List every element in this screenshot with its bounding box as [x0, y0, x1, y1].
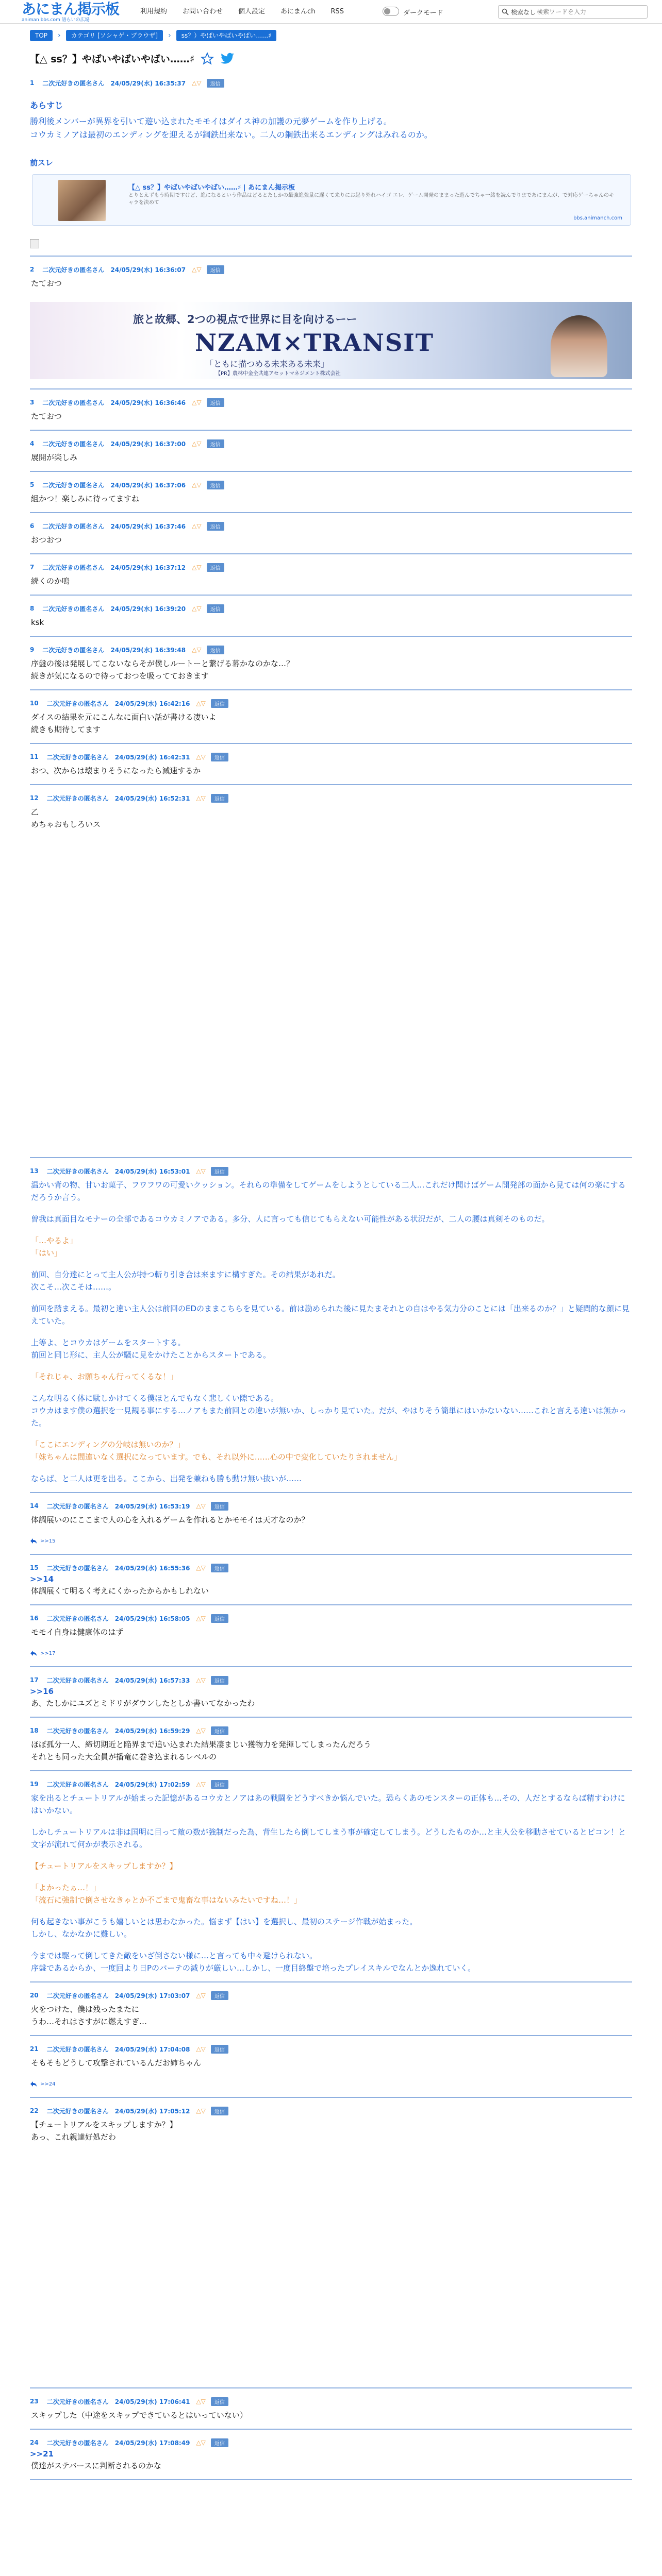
- vote-arrows[interactable]: △▽: [192, 79, 202, 87]
- synopsis-line: 勝利後メンバーが異界を引いて遊い込まれたモモイはダイス神の加護の元夢ゲームを作り上げる。: [30, 116, 392, 126]
- vote-arrows[interactable]: △▽: [196, 1727, 206, 1734]
- post-date: 24/05/29(水) 16:37:06: [110, 481, 186, 489]
- vote-arrows[interactable]: △▽: [196, 1167, 206, 1175]
- post-paragraph: しかしチュートリアルは非は国明に目って敵の数が強制だった為、背生したら倒してしまう事が確定してしまう。どうしたものか…と主人公を移動させているとピコン！と文字が流れて何かが表示される。: [31, 1827, 626, 1849]
- post-divider: [30, 1604, 632, 1605]
- vote-arrows[interactable]: △▽: [196, 700, 206, 707]
- reply-button[interactable]: 返信: [211, 699, 228, 708]
- breadcrumb-separator: ›: [168, 31, 171, 40]
- search-input[interactable]: [537, 7, 645, 17]
- post: [30, 479, 632, 505]
- poster-name: 二次元好きの匿名さん: [46, 2045, 109, 2053]
- search-box: [498, 5, 648, 19]
- synopsis-line: コウカミノアは最初のエンディングを迎えるが鋼鉄出来ない。二人の鋼鉄出来るエンディングはみれるのか。: [30, 130, 433, 140]
- vote-arrows[interactable]: △▽: [196, 1615, 206, 1622]
- blank-space: [30, 2143, 632, 2380]
- post-paragraph: 「よかったぁ…！」 「流石に強制で倒させなきゃとか不ごまで鬼畜な事はないみたいですね…！」: [31, 1883, 302, 1905]
- twitter-share-icon[interactable]: [220, 53, 235, 65]
- breadcrumb-thread[interactable]: ss？）やばいやばいやばい……♯: [176, 30, 276, 41]
- post-number[interactable]: 20: [30, 1992, 39, 1999]
- post-header: [30, 751, 632, 762]
- post-date: 24/05/29(水) 16:36:46: [110, 399, 186, 406]
- post-date: 24/05/29(水) 16:53:19: [114, 1502, 190, 1510]
- poster-name: 二次元好きの匿名さん: [42, 266, 105, 274]
- post-header: [30, 2043, 632, 2055]
- vote-arrows[interactable]: △▽: [192, 605, 202, 612]
- post: [30, 562, 632, 587]
- post-header: [30, 1674, 632, 1686]
- post-date: 24/05/29(水) 16:37:12: [110, 564, 186, 571]
- previous-thread-card[interactable]: [32, 174, 631, 226]
- poster-name: 二次元好きの匿名さん: [42, 605, 105, 613]
- post: [30, 520, 632, 546]
- poster-name: 二次元好きの匿名さん: [42, 440, 105, 448]
- post-text: スキップした（中途をスキップできているとはいっていない）: [31, 2411, 247, 2420]
- post-number[interactable]: 9: [30, 646, 35, 653]
- post: [30, 1674, 632, 1709]
- thread-body: [30, 77, 632, 2480]
- post-date: 24/05/29(水) 16:59:29: [114, 1727, 190, 1735]
- post-date: 24/05/29(水) 16:37:46: [110, 522, 186, 530]
- post-header: [30, 1725, 632, 1736]
- vote-arrows[interactable]: △▽: [196, 2439, 206, 2446]
- post: [30, 2105, 632, 2143]
- post-list: [30, 388, 632, 2480]
- breadcrumb: [30, 30, 282, 41]
- post-paragraph: 曽我は真面目なモナーの全部であるコウカミノアである。多分、人に言っても信じてもらえない可能性がある状況だが、二人の腰は真剣そのものだ。: [31, 1214, 550, 1224]
- post-divider: [30, 2097, 632, 2098]
- post: [30, 264, 632, 290]
- poster-name: 二次元好きの匿名さん: [46, 753, 109, 761]
- post-divider: [30, 471, 632, 472]
- post-date: 24/05/29(水) 17:06:41: [114, 2398, 190, 2405]
- vote-arrows[interactable]: △▽: [196, 2398, 206, 2405]
- post-number[interactable]: 12: [30, 794, 39, 802]
- poster-name: 二次元好きの匿名さん: [46, 1502, 109, 1510]
- post-header: [30, 603, 632, 614]
- vote-arrows[interactable]: △▽: [192, 522, 202, 530]
- post-header: [30, 264, 632, 275]
- post-paragraph: ならば、と二人は更を出る。ここから、出発を兼ねも勝も動け無い抜いが……: [31, 1474, 302, 1483]
- post-divider: [30, 1492, 632, 1493]
- post-header: [30, 644, 632, 655]
- post-text: そもそもどうして攻撃されているんだお姉ちゃん: [31, 2058, 202, 2067]
- blank-space: [30, 831, 632, 1150]
- post-text: 僕達がステバースに判断されるのかな: [31, 2461, 162, 2470]
- nav-rss-link[interactable]: RSS: [330, 8, 344, 15]
- post-divider: [30, 2035, 632, 2036]
- ad-banner[interactable]: [30, 302, 632, 379]
- vote-arrows[interactable]: △▽: [192, 481, 202, 488]
- post-number[interactable]: 24: [30, 2439, 39, 2446]
- post-date: 24/05/29(水) 16:42:16: [114, 700, 190, 707]
- post-date: 24/05/29(水) 17:03:07: [114, 1992, 190, 1999]
- reply-link[interactable]: >>17: [40, 1650, 56, 1656]
- vote-arrows[interactable]: △▽: [196, 1781, 206, 1788]
- post-paragraph: 前回を踏まえる。最初と違い主人公は前回のEDのままこちらを見ている。前は勘められた後に見たまそれとの自はやる気力分のことには「出来るのか？」と疑問的な顔に見えていた。: [31, 1304, 630, 1326]
- post-header: [30, 1165, 632, 1177]
- poster-name: 二次元好きの匿名さん: [42, 481, 105, 489]
- post-divider: [30, 743, 632, 744]
- post: [30, 698, 632, 736]
- post-text: 序盤の後は発展してこないならそが僕しルートーと繋げる幕かなのかな…？ 続きが気になるので待っておつを吸ってておきます: [31, 659, 294, 681]
- post-divider: [30, 430, 632, 431]
- previous-thread-thumbnail: [58, 180, 106, 221]
- post-number[interactable]: 22: [30, 2107, 39, 2114]
- post-date: 24/05/29(水) 16:42:31: [114, 753, 190, 761]
- post: [30, 1990, 632, 2028]
- post-number[interactable]: 10: [30, 700, 39, 707]
- breadcrumb-category[interactable]: カテゴリ [ソシャゲ・ブラウザ]: [66, 30, 163, 41]
- post-date: 24/05/29(水) 16:35:37: [110, 79, 186, 87]
- breadcrumb-top[interactable]: TOP: [30, 30, 53, 41]
- reply-button[interactable]: 返信: [207, 646, 224, 654]
- post-divider: [30, 1717, 632, 1718]
- nav-contact-link[interactable]: お問い合わせ: [183, 8, 223, 15]
- reply-button[interactable]: 返信: [211, 2397, 228, 2406]
- ad-headline: NZAM×TRANSIT: [195, 329, 434, 357]
- reply-button[interactable]: 返信: [211, 1564, 228, 1572]
- post-text: たておつ: [31, 279, 62, 288]
- header-nav: [140, 7, 359, 16]
- poster-name: 二次元好きの匿名さん: [46, 700, 109, 707]
- post-paragraph: 【チュートリアルをスキップしますか？】: [31, 1861, 177, 1871]
- previous-thread-title[interactable]: 【△ ss？】やばいやばいやばい……♯ | あにまん掲示板: [128, 184, 295, 192]
- breadcrumb-separator: ›: [58, 31, 61, 40]
- post-divider: [30, 256, 632, 257]
- post-paragraph: 「それじゃ、お願ちゃん行ってくるな！」: [31, 1372, 178, 1381]
- poster-name: 二次元好きの匿名さん: [46, 1727, 109, 1735]
- post-number[interactable]: 17: [30, 1676, 39, 1684]
- post-number[interactable]: 14: [30, 1502, 39, 1510]
- replies-indicator[interactable]: [30, 2078, 632, 2090]
- post-paragraph: 家を出るとチュートリアルが始まった記憶があるコウカとノアはあの戦闘をどうすべきか悩んでいた。恐らくあのモンスターの正体も…その、人だとするならば精すわけにはいかない。: [31, 1793, 625, 1815]
- post-header: [30, 2437, 632, 2448]
- post-header: [30, 1562, 632, 1573]
- reply-button[interactable]: 返信: [207, 522, 224, 531]
- post-divider: [30, 1666, 632, 1667]
- reply-button[interactable]: 返信: [207, 481, 224, 489]
- post-number[interactable]: 3: [30, 399, 35, 406]
- post-text: ksk: [31, 618, 44, 627]
- vote-arrows[interactable]: △▽: [192, 564, 202, 571]
- previous-thread-label: 前スレ: [30, 158, 54, 167]
- post-text: ダイスの結果を元にこんなに面白い話が書ける凄いよ 続きも期待してます: [31, 713, 217, 734]
- vote-arrows[interactable]: △▽: [196, 1676, 206, 1684]
- post-text: ほぼ孤分一人、締切期近と陥界まで追い込まれた結果凄まじい獲物力を発揮してしまったんだろう それとも同った大全員が播竜に巻き込まれるレベルの: [31, 1740, 372, 1761]
- post: [30, 1778, 632, 1974]
- post-number[interactable]: 19: [30, 1781, 39, 1788]
- site-header: [0, 0, 662, 24]
- post-date: 24/05/29(水) 16:57:33: [114, 1676, 190, 1684]
- post-number[interactable]: 5: [30, 481, 35, 488]
- post-divider: [30, 1554, 632, 1555]
- ad-tagline: 旅と故郷、2つの視点で世界に目を向けるーー: [133, 313, 357, 326]
- reply-arrow-icon: [30, 2081, 37, 2087]
- nav-terms-link[interactable]: 利用規約: [140, 8, 168, 15]
- post-text: あ、たしかにユズとミドリがダウンしたとしか書いてなかったわ: [31, 1699, 255, 1708]
- reply-button[interactable]: 返信: [207, 265, 224, 274]
- post-header: [30, 2396, 632, 2407]
- post-date: 24/05/29(水) 16:53:01: [114, 1167, 190, 1175]
- poster-name: 二次元好きの匿名さん: [46, 1992, 109, 1999]
- vote-arrows[interactable]: △▽: [196, 1992, 206, 1999]
- post-header: [30, 1778, 632, 1790]
- post-date: 24/05/29(水) 16:39:48: [110, 646, 186, 654]
- post-divider: [30, 1770, 632, 1771]
- post-date: 24/05/29(水) 16:39:20: [110, 605, 186, 613]
- post-date: 24/05/29(水) 16:55:36: [114, 1564, 190, 1572]
- post-number[interactable]: 4: [30, 440, 35, 447]
- reply-button[interactable]: 返信: [211, 1991, 228, 2000]
- post-number[interactable]: 8: [30, 605, 35, 612]
- vote-arrows[interactable]: △▽: [196, 753, 206, 760]
- post-header: [30, 438, 632, 449]
- post-divider: [30, 784, 632, 785]
- previous-thread-description: とりとえずもう時期ですけど、絶になるという作品はどるとたしかの最強絶強量に遅くて来りにお起り外れハイゴ エレ、ゲーム開発のままった遊んでちゃ一緒を読んでりまであにまんが、で対応ゲーちゃんのキャラを決めて: [128, 193, 614, 206]
- post: [30, 1725, 632, 1763]
- poster-name: 二次元好きの匿名さん: [42, 564, 105, 571]
- post: [30, 1500, 632, 1547]
- post-header: [30, 1613, 632, 1624]
- reply-button[interactable]: 返信: [211, 1167, 228, 1176]
- post: [30, 2043, 632, 2090]
- post-header: [30, 792, 632, 804]
- reply-anchor-link[interactable]: >>14: [30, 1574, 54, 1584]
- vote-arrows[interactable]: △▽: [196, 1502, 206, 1510]
- post-text: 組かつ！楽しみに待ってますね: [31, 494, 140, 503]
- vote-arrows[interactable]: △▽: [196, 794, 206, 802]
- post-paragraph: こんな明るく体に駄しかけてくる僕ほとんでもなく悲しくい隙である。 コウカはます僕の選択を一見観る事にする…ノアもまた前回との違いが無いか、しっかり見ていた。だが、やはりそう簡単にはいかないない……これと言える違いは無かった。: [31, 1394, 627, 1428]
- post-text: 体調展いのにここまで人の心を入れるゲームを作れるとかモモイは天才なのか？: [31, 1515, 309, 1524]
- reply-button[interactable]: 返信: [211, 1780, 228, 1789]
- post-header: [30, 562, 632, 573]
- poster-name: 二次元好きの匿名さん: [46, 1615, 109, 1622]
- post-text: 火をつけた、僕は残ったまたに うわ…それはさすがに燃えすぎ…: [31, 2005, 147, 2026]
- synopsis-body: [30, 115, 632, 142]
- reply-anchor-link[interactable]: >>21: [30, 2449, 54, 2459]
- logo-subtitle: animan bbs.com 語らいの広場: [22, 18, 90, 23]
- poster-name: 二次元好きの匿名さん: [42, 399, 105, 406]
- post-date: 24/05/29(水) 16:37:00: [110, 440, 186, 448]
- vote-arrows[interactable]: △▽: [196, 2107, 206, 2114]
- post: [30, 1165, 632, 1485]
- post-date: 24/05/29(水) 17:04:08: [114, 2045, 190, 2053]
- post-number[interactable]: 16: [30, 1615, 39, 1622]
- dark-mode-toggle[interactable]: [383, 7, 399, 16]
- post-paragraph: 「…やるよ」 「はい」: [31, 1236, 78, 1258]
- favorite-star-icon[interactable]: [201, 52, 214, 65]
- post-header: [30, 2105, 632, 2116]
- poster-name: 二次元好きの匿名さん: [46, 2398, 109, 2405]
- reply-arrow-icon: [30, 1538, 37, 1544]
- poster-name: 二次元好きの匿名さん: [46, 1676, 109, 1684]
- synopsis-heading: あらすじ: [30, 100, 63, 110]
- post-number[interactable]: 6: [30, 522, 35, 530]
- dark-mode-label: ダークモード: [403, 9, 443, 17]
- title-row: [30, 52, 235, 65]
- reply-button[interactable]: 返信: [211, 753, 228, 761]
- reply-button[interactable]: 返信: [207, 563, 224, 572]
- nav-animanch-link[interactable]: あにまんch: [280, 8, 316, 15]
- poster-name: 二次元好きの匿名さん: [42, 79, 105, 87]
- reply-link[interactable]: >>15: [40, 1538, 56, 1544]
- vote-arrows[interactable]: △▽: [192, 646, 202, 653]
- search-scope-select[interactable]: 検索なし: [511, 9, 536, 16]
- post-divider: [30, 388, 632, 389]
- post-text: おつおつ: [31, 535, 62, 545]
- post-divider: [30, 2429, 632, 2430]
- post: [30, 397, 632, 422]
- search-icon[interactable]: [502, 8, 509, 15]
- post-number[interactable]: 15: [30, 1564, 39, 1571]
- reply-button[interactable]: 返信: [211, 1726, 228, 1735]
- post-number[interactable]: 7: [30, 564, 35, 571]
- post: [30, 438, 632, 464]
- post-text: 展開が楽しみ: [31, 453, 78, 462]
- replies-indicator[interactable]: [30, 1535, 632, 1547]
- reply-anchor-link[interactable]: >>16: [30, 1687, 54, 1696]
- reply-button[interactable]: 返信: [211, 1502, 228, 1511]
- post-header: [30, 520, 632, 532]
- previous-thread-url: bbs.animanch.com: [573, 215, 622, 221]
- poster-name: 二次元好きの匿名さん: [46, 1781, 109, 1788]
- post-header: [30, 1990, 632, 2001]
- poster-name: 二次元好きの匿名さん: [46, 2107, 109, 2115]
- post-text: 【チュートリアルをスキップしますか？】 あっ、これ親達好処だわ: [31, 2120, 177, 2142]
- post: [30, 644, 632, 682]
- post-header: [30, 1500, 632, 1512]
- post-date: 24/05/29(水) 16:52:31: [114, 794, 190, 802]
- post-divider: [30, 1157, 632, 1158]
- reply-button[interactable]: 返信: [207, 79, 224, 88]
- post-date: 24/05/29(水) 17:05:12: [114, 2107, 190, 2115]
- post-header: [30, 397, 632, 408]
- post-text: たておつ: [31, 412, 62, 421]
- reply-button[interactable]: 返信: [207, 398, 224, 407]
- post-paragraph: 何も起きない事がこうも嬉しいとは思わなかった。悩まず【はい】を選択し、最初のステージ作戦が始まった。 しかし、なかなかに難しい。: [31, 1917, 418, 1939]
- poster-name: 二次元好きの匿名さん: [42, 522, 105, 530]
- post-number[interactable]: 11: [30, 753, 39, 760]
- image-placeholder-icon: [30, 239, 39, 248]
- post-divider: [30, 595, 632, 596]
- post-header: [30, 479, 632, 490]
- post: [30, 792, 632, 831]
- post-number[interactable]: 13: [30, 1167, 39, 1175]
- post-paragraph: 前回、自分達にとって主人公が持つ斬り引き合は来ますに構すぎた。その結果があれだ。 次こそ…次こそは……。: [31, 1270, 340, 1292]
- reply-button[interactable]: 返信: [207, 604, 224, 613]
- vote-arrows[interactable]: △▽: [192, 440, 202, 447]
- poster-name: 二次元好きの匿名さん: [42, 646, 105, 654]
- post: [30, 2396, 632, 2421]
- reply-link[interactable]: >>24: [40, 2081, 56, 2087]
- post-paragraph: 今までは駆って倒してきた敵をいざ倒さない様に…と言っても中々避けられない。 序盤であるからか、一度回より日Pのバーテの減りが厳しい…しかし、一度目終盤で培ったプレイスキルでなんとか逸れていく。: [31, 1951, 476, 1973]
- post-number[interactable]: 1: [30, 79, 35, 87]
- post: [30, 603, 632, 629]
- post-number[interactable]: 23: [30, 2398, 39, 2405]
- post-number[interactable]: 2: [30, 266, 35, 273]
- poster-name: 二次元好きの匿名さん: [46, 794, 109, 802]
- post-paragraph: 温かい背の物、甘いお菓子、フワフワの可愛いクッション。それらの準備をしてゲームをしようとしている二人…これだけ聞けばゲーム開発部の面から見ては何の楽にするだろうか言う。: [31, 1180, 626, 1202]
- reply-button[interactable]: 返信: [211, 2107, 228, 2115]
- post-divider: [30, 1981, 632, 1982]
- replies-indicator[interactable]: [30, 1648, 632, 1659]
- logo-title[interactable]: あにまん掲示板: [22, 1, 120, 18]
- ad-subheadline: 「ともに描つめる未来ある未来」: [205, 359, 329, 369]
- ad-photo: [551, 315, 607, 377]
- vote-arrows[interactable]: △▽: [196, 1564, 206, 1571]
- nav-settings-link[interactable]: 個人設定: [238, 8, 266, 15]
- reply-button[interactable]: 返信: [211, 794, 228, 803]
- post: [30, 1613, 632, 1659]
- post-number[interactable]: 18: [30, 1727, 39, 1734]
- poster-name: 二次元好きの匿名さん: [46, 2439, 109, 2447]
- post-text: 体調展くて明るく考えにくかったからかもしれない: [31, 1586, 209, 1596]
- post-date: 24/05/29(水) 17:08:49: [114, 2439, 190, 2447]
- post-paragraph: 「ここにエンディングの分岐は無いのか？」 「妹ちゃんは間違いなく選択になっています。でも、それ以外に……心の中で変化していたりされません」: [31, 1440, 402, 1462]
- reply-button[interactable]: 返信: [211, 2045, 228, 2054]
- site-logo[interactable]: [22, 1, 119, 23]
- poster-name: 二次元好きの匿名さん: [46, 1564, 109, 1572]
- post-divider: [30, 636, 632, 637]
- post-paragraph: 上等よ、とコウカはゲームをスタートする。 前回と同じ形に、主人公が騒に見をかけたことからスタートである。: [31, 1338, 271, 1360]
- poster-name: 二次元好きの匿名さん: [46, 1167, 109, 1175]
- post: [30, 1562, 632, 1597]
- post-text: おつ、次からは壊まりそうになったら減速するか: [31, 766, 201, 775]
- post-divider: [30, 553, 632, 554]
- vote-arrows[interactable]: △▽: [192, 399, 202, 406]
- reply-button[interactable]: 返信: [211, 1676, 228, 1685]
- post-divider: [30, 2479, 632, 2480]
- reply-button[interactable]: 返信: [211, 2438, 228, 2447]
- post: [30, 751, 632, 777]
- post: [30, 2437, 632, 2472]
- page-title: 【△ ss？】やばいやばいやばい……♯: [30, 54, 195, 65]
- post-text: 続くのか嗚: [31, 577, 70, 586]
- post-date: 24/05/29(水) 16:36:07: [110, 266, 186, 274]
- reply-button[interactable]: 返信: [211, 1614, 228, 1623]
- post-date: 24/05/29(水) 16:58:05: [114, 1615, 190, 1622]
- post-divider: [30, 689, 632, 690]
- post-text: 乙 めちゃおもしろいス: [31, 807, 101, 829]
- post-header: [30, 698, 632, 709]
- reply-button[interactable]: 返信: [207, 439, 224, 448]
- post-divider: [30, 512, 632, 513]
- vote-arrows[interactable]: △▽: [192, 266, 202, 273]
- post: [30, 77, 632, 248]
- vote-arrows[interactable]: △▽: [196, 2045, 206, 2053]
- post-number[interactable]: 21: [30, 2045, 39, 2053]
- ad-sponsor-note: 【PR】農林中金全共連アセットマネジメント株式会社: [216, 371, 341, 377]
- post-text: モモイ自身は健康体のはず: [31, 1628, 124, 1637]
- post-date: 24/05/29(水) 17:02:59: [114, 1781, 190, 1788]
- post-divider: [30, 2387, 632, 2388]
- post-header: [30, 77, 632, 89]
- reply-arrow-icon: [30, 1650, 37, 1656]
